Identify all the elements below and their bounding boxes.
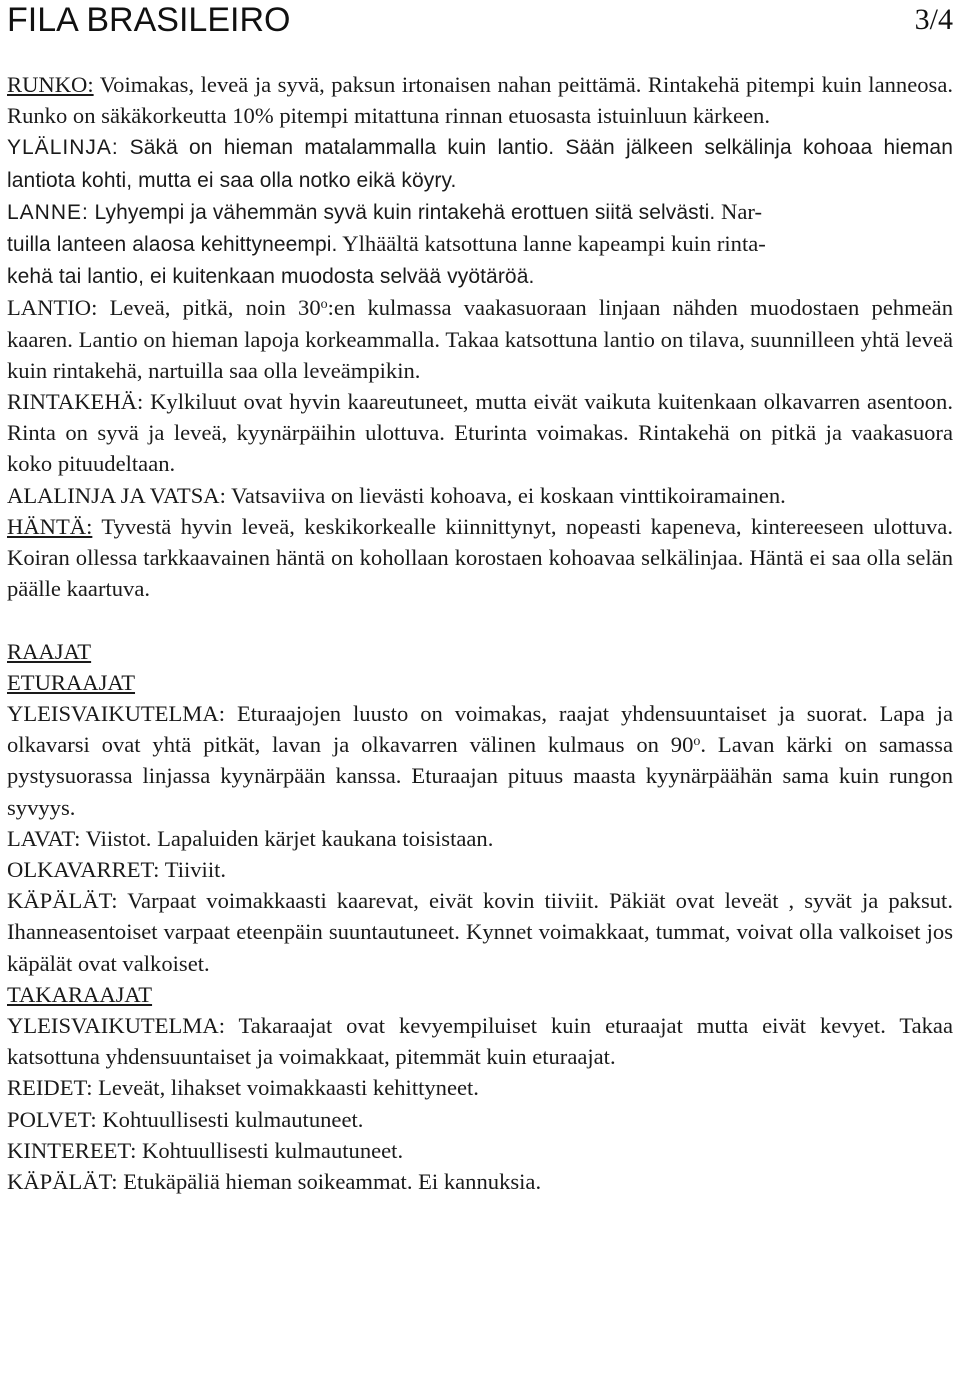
label-olkavarret: OLKAVARRET: [7, 857, 160, 883]
label-reidet: REIDET: [7, 1075, 93, 1101]
label-etu-yleisvaikutelma: YLEISVAIKUTELMA: [7, 701, 225, 727]
label-polvet: POLVET: [7, 1106, 97, 1132]
paragraph-polvet [7, 1104, 953, 1135]
paragraph-taka-yleisvaikutelma [7, 1010, 953, 1072]
label-rintakeha: RINTAKEHÄ: [7, 389, 144, 415]
text-kintereet: Kohtuullisesti kulmautuneet. [142, 1137, 404, 1163]
text-etu-yleisvaikutelma-2: . Lavan kärki on samassa pystysuorassa linjassa kyynärpään kanssa. Eturaajan pituus maasta kyynärpäähän sama kuin rungon syvyys. [7, 732, 953, 820]
paragraph-etu-yleisvaikutelma [7, 698, 953, 823]
paragraph-runko [7, 69, 953, 131]
degree-sup: o [320, 297, 328, 313]
label-runko: RUNKO: [7, 72, 94, 97]
paragraph-lavat [7, 823, 953, 854]
page-header [7, 0, 953, 40]
document-title: FILA BRASILEIRO [7, 1, 291, 39]
text-alalinja: Vatsaviiva on lievästi kohoava, ei koskaan vinttikoiramainen. [231, 482, 786, 508]
text-lanne-3: tuilla lanteen alaosa kehittyneempi. [7, 233, 338, 257]
label-ylalinja: YLÄLINJA: [7, 136, 119, 160]
heading-eturaajat: ETURAAJAT [7, 669, 136, 695]
spacer [7, 604, 953, 635]
paragraph-olkavarret [7, 854, 953, 885]
paragraph-rintakeha [7, 386, 953, 480]
heading-raajat: RAAJAT [7, 638, 92, 664]
label-alalinja: ALALINJA JA VATSA: [7, 482, 226, 508]
text-ylalinja: Säkä on hieman matalammalla kuin lantio. Sään jälkeen selkälinja kohoaa hieman lantiota kohti, mutta ei saa olla notko eikä köyry. [7, 136, 953, 192]
text-lanne-4: Ylhäältä katsottuna lanne kapeampi kuin rinta- [342, 231, 766, 257]
label-lantio: LANTIO: [7, 295, 98, 321]
paragraph-reidet [7, 1072, 953, 1103]
paragraph-kapalat-taka [7, 1166, 953, 1197]
heading-takaraajat: TAKARAAJAT [7, 981, 153, 1007]
paragraph-kintereet [7, 1135, 953, 1166]
text-lantio-1: Leveä, pitkä, noin 30 [109, 295, 321, 321]
text-taka-yleisvaikutelma: Takaraajat ovat kevyempiluiset kuin eturaajat mutta eivät kevyet. Takaa katsottuna yhdensuuntaiset ja voimakkaat, pitemmät kuin eturaajat. [7, 1013, 953, 1070]
text-hanta: Tyvestä hyvin leveä, keskikorkealle kiinnittynyt, nopeasti kapeneva, kintereeseen ulottuva. Koiran ollessa tarkkaavainen häntä on kohollaan korostaen kohoavaa selkälinjaa. Häntä ei saa olla selän päälle kaartuva. [7, 513, 953, 602]
label-kintereet: KINTEREET: [7, 1137, 137, 1163]
paragraph-kapalat-etu [7, 885, 953, 979]
page-number: 3/4 [914, 3, 953, 36]
text-kapalat-etu: Varpaat voimakkaasti kaarevat, eivät kovin tiiviit. Päkiät ovat leveät , syvät ja paksut. Ihanneasentoiset varpaat eteenpäin suuntautuneet. Kynnet voimakkaat, tummat, voivat olla valkoiset jos käpälät ovat valkoiset. [7, 888, 953, 976]
label-lavat: LAVAT: [7, 825, 81, 851]
paragraph-lanne [7, 196, 953, 293]
text-etu-yleisvaikutelma-1: Eturaajojen luusto on voimakas, raajat yhdensuuntaiset ja suorat. Lapa ja olkavarsi ovat yhtä pitkät, lavan ja olkavarren välinen kulmaus on 90 [7, 701, 953, 758]
paragraph-hanta [7, 511, 953, 605]
text-polvet: Kohtuullisesti kulmautuneet. [102, 1106, 364, 1132]
text-lavat: Viistot. Lapaluiden kärjet kaukana toisistaan. [85, 825, 494, 851]
degree-sup: o [693, 734, 701, 750]
text-lanne-5: kehä tai lantio, ei kuitenkaan muodosta selvää vyötäröä. [7, 265, 535, 289]
text-reidet: Leveät, lihakset voimakkaasti kehittyneet. [98, 1075, 479, 1101]
paragraph-lantio [7, 292, 953, 386]
text-lanne-2: Nar- [721, 198, 762, 224]
label-lanne: LANNE: [7, 200, 89, 224]
text-rintakeha: Kylkiluut ovat hyvin kaareutuneet, mutta eivät vaikuta kuitenkaan olkavarren asentoon. Rinta on syvä ja leveä, kyynärpäihin ulottuva. Eturinta voimakas. Rintakehä on pitkä ja vaakasuora koko pituudeltaan. [7, 389, 953, 477]
document-body [7, 69, 953, 1197]
label-taka-yleisvaikutelma: YLEISVAIKUTELMA: [7, 1013, 225, 1039]
text-kapalat-taka: Etukäpäliä hieman soikeammat. Ei kannuksia. [123, 1169, 542, 1195]
label-kapalat-taka: KÄPÄLÄT: [7, 1169, 118, 1195]
text-olkavarret: Tiiviit. [164, 857, 227, 883]
label-kapalat-etu: KÄPÄLÄT: [7, 888, 118, 914]
label-hanta: HÄNTÄ: [7, 513, 93, 539]
paragraph-ylalinja [7, 131, 953, 195]
text-lanne-1: Lyhyempi ja vähemmän syvä kuin rintakehä erottuen siitä selvästi. [94, 200, 716, 224]
text-runko: Voimakas, leveä ja syvä, paksun irtonaisen nahan peittämä. Rintakehä pitempi kuin lanneosa. Runko on säkäkorkeutta 10% pitempi mitattuna rinnan etuosasta istuinluun kärkeen. [7, 72, 954, 129]
text-lantio-2: :en kulmassa vaakasuoraan linjaan nähden muodostaen pehmeän kaaren. Lantio on hieman lapoja korkeammalla. Takaa katsottuna lantio on tilava, suunnilleen yhtä leveä kuin rintakehä, nartuilla saa olla leveämpikin. [7, 295, 953, 383]
paragraph-alalinja [7, 480, 953, 511]
